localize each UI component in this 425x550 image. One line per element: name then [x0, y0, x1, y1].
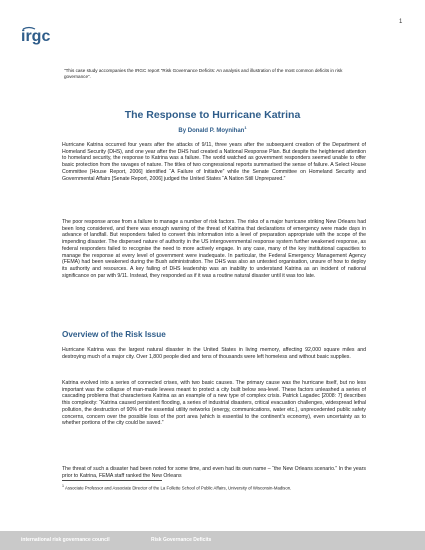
paragraph: The poor response arose from a failure to manage a number of risk factors. The risks of a major hurricane striking New Orleans had been long considered, and there was enough warning of the threat of Katrina that declarations of emergency were made days in advance of landfall. But responders failed to convert this information into a level of preparation appropriate with the scope of the impending disaster. The dispersed nature of authority in the US intergovernmental response system further weakened response, as federal responders failed to recognise the need to more actively engage. In any case, many of the key institutional capacities to manage the response at every level of government were inadequate. In particular, the Federal Emergency Management Agency (FEMA) had been weakened during the Bush administration. The DHS was also an untested organisation, unsure of how to deploy its authority and resources. A key failing of DHS leadership was an inability to understand Katrina as an incident of national significance on par with 9/11. Instead, they responded as if it was a routine natural disaster until it was too late. — [62, 219, 366, 279]
footer-organization: international risk governance council — [21, 537, 110, 543]
svg-text:irgc: irgc — [21, 28, 51, 45]
document-title: The Response to Hurricane Katrina — [124, 109, 301, 121]
footnote-divider — [62, 480, 162, 481]
section-heading: Overview of the Risk Issue — [62, 330, 166, 339]
paragraph: Hurricane Katrina was the largest natural disaster in the United States in living memory, affecting 92,000 square miles and destroying much of a major city. Over 1,800 people died and tens of thousands were left homeless and without basic supplies. — [62, 347, 366, 360]
footnote — [62, 484, 372, 491]
author-line — [0, 125, 425, 134]
author-footnote-mark: 1 — [244, 125, 247, 130]
irgc-logo — [21, 26, 63, 48]
paragraph: Hurricane Katrina occurred four years after the attacks of 9/11, three years after the subsequent creation of the Department of Homeland Security (DHS), and one year after the DHS had created a National Response Plan. But despite the heightened attention to homeland security, the response to Katrina was a failure. The world watched as government responders seemed unable to offer basic protection from the ravages of nature. The titles of two congressional reports summarised the sense of failure. A Select House Committee [House Report, 2006] identified “A Failure of Initiative” while the Senate Committee on Homeland Security and Governmental Affairs [Senate Report, 2006] judged the United States “A Nation Still Unprepared.” — [62, 142, 366, 182]
footnote-text: Associate Professor and Associate Director of the La Follette School of Public Affairs, University of Wisconsin-Madison. — [64, 485, 292, 491]
page-number: 1 — [399, 19, 403, 25]
footer-report-title: Risk Governance Deficits — [151, 537, 212, 543]
paragraph: Katrina evolved into a series of connected crises, with two basic causes. The primary cause was the hurricane itself, but no less important was the collapse of man-made levees meant to protect a city built below sea-level. These factors unleashed a series of cascading problems that characterises Katrina as an example of a new type of complex crisis. Patrick Lagadec [2008: 7] describes this complexity: “Katrina caused persistent flooding, a series of industrial disasters, critical evacuation challenges, widespread lethal pollution, the destruction of 90% of the essential utility networks (energy, communications, water etc.), unprecedented public safety concerns, concern over the possible loss of the port area (which is essential to the continent's economy), even uncertainty as to whether portions of the city could be saved.” — [62, 380, 366, 427]
disclaimer-note: "This case study accompanies the IRGC report “Risk Governance Deficits: An analysis and illustration of the most common deficits in risk governance”. — [64, 68, 343, 80]
irgc-logo-icon — [21, 26, 63, 48]
author-name: By Donald P. Moynihan — [178, 128, 245, 134]
paragraph: The threat of such a disaster had been noted for some time, and even had its own name – “the New Orleans scenario.” In the years prior to Katrina, FEMA staff ranked the New Orleans — [62, 466, 366, 479]
footnote-mark: 1 — [62, 484, 64, 488]
